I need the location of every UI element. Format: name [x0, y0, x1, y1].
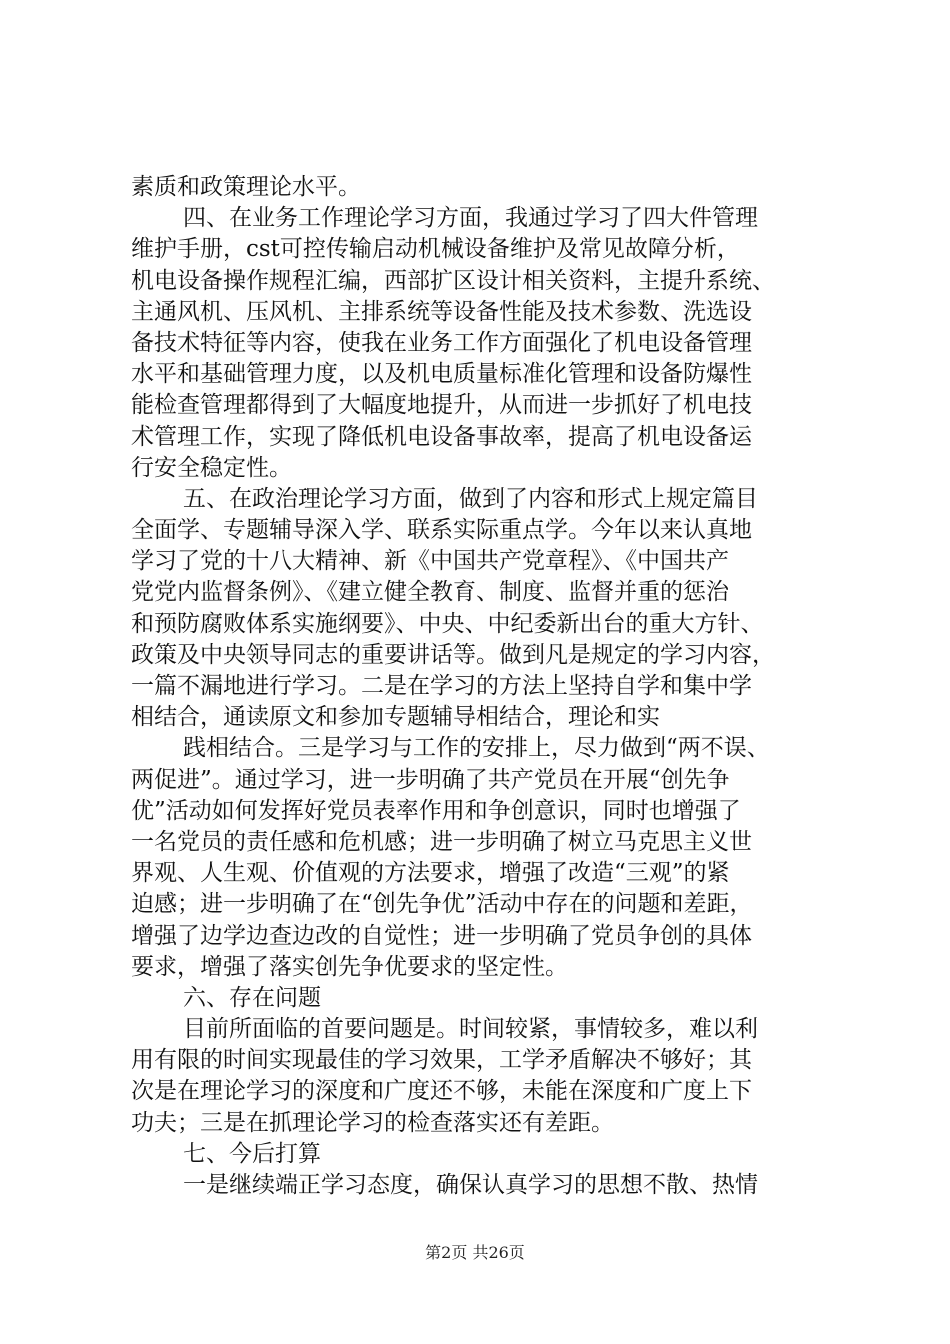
text-line: 能检查管理都得到了大幅度地提升，从而进一步抓好了机电技: [131, 392, 752, 419]
text-line: 增强了边学边查边改的自觉性；进一步明确了党员争创的具体: [131, 922, 752, 949]
text-line: 学习了党的十八大精神、新《中国共产党章程》、《中国共产: [131, 548, 729, 575]
text-line: 两促进”。通过学习，进一步明确了共产党员在开展“创先争: [131, 766, 730, 793]
text-line: 一名党员的责任感和危机感；进一步明确了树立马克思主义世: [131, 828, 752, 855]
document-body: [131, 172, 831, 1201]
text-line: 主通风机、压风机、主排系统等设备性能及技术参数、洗选设: [131, 298, 752, 325]
text-line: 目前所面临的首要问题是。时间较紧，事情较多，难以利: [183, 1016, 758, 1043]
text-line: 政策及中央领导同志的重要讲话等。做到凡是规定的学习内容，: [131, 641, 775, 668]
page-number-footer: 第2页 共26页: [425, 1243, 525, 1262]
text-line: 要求，增强了落实创先争优要求的坚定性。: [131, 953, 568, 980]
text-line: 功夫；三是在抓理论学习的检查落实还有差距。: [131, 1109, 614, 1136]
text-line: 优”活动如何发挥好党员表率作用和争创意识，同时也增强了: [131, 797, 741, 824]
text-line: 维护手册，cst可控传输启动机械设备维护及常见故障分析，: [131, 236, 740, 263]
text-line: 备技术特征等内容，使我在业务工作方面强化了机电设备管理: [131, 329, 752, 356]
text-line: 践相结合。三是学习与工作的安排上，尽力做到“两不误、: [183, 735, 770, 762]
text-line: 和预防腐败体系实施纲要》、中央、中纪委新出台的重大方针、: [131, 610, 764, 637]
text-line: 界观、人生观、价值观的方法要求，增强了改造“三观”的紧: [131, 860, 730, 887]
text-line: 行安全稳定性。: [131, 454, 292, 481]
section-heading: 六、存在问题: [183, 984, 321, 1011]
text-line: 素质和政策理论水平。: [131, 174, 361, 200]
text-line: 五、在政治理论学习方面，做到了内容和形式上规定篇目: [183, 485, 758, 512]
section-heading: 七、今后打算: [183, 1140, 321, 1167]
text-line: 一是继续端正学习态度，确保认真学习的思想不散、热情: [183, 1172, 758, 1198]
text-line: 四、在业务工作理论学习方面，我通过学习了四大件管理: [183, 205, 758, 232]
text-line: 一篇不漏地进行学习。二是在学习的方法上坚持自学和集中学: [131, 673, 752, 699]
text-line: 用有限的时间实现最佳的学习效果，工学矛盾解决不够好；其: [131, 1047, 752, 1074]
text-line: 机电设备操作规程汇编，西部扩区设计相关资料，主提升系统、: [131, 267, 775, 294]
text-line: 党党内监督条例》、《建立健全教育、制度、监督并重的惩治: [131, 579, 729, 606]
text-line: 相结合，通读原文和参加专题辅导相结合，理论和实: [131, 704, 660, 731]
text-line: 术管理工作，实现了降低机电设备事故率，提高了机电设备运: [131, 423, 752, 450]
text-line: 迫感；进一步明确了在“创先争优”活动中存在的问题和差距，: [131, 891, 753, 918]
text-line: 次是在理论学习的深度和广度还不够，未能在深度和广度上下: [131, 1078, 752, 1105]
text-line: 全面学、专题辅导深入学、联系实际重点学。今年以来认真地: [131, 517, 752, 544]
text-line: 水平和基础管理力度，以及机电质量标准化管理和设备防爆性: [131, 361, 752, 388]
